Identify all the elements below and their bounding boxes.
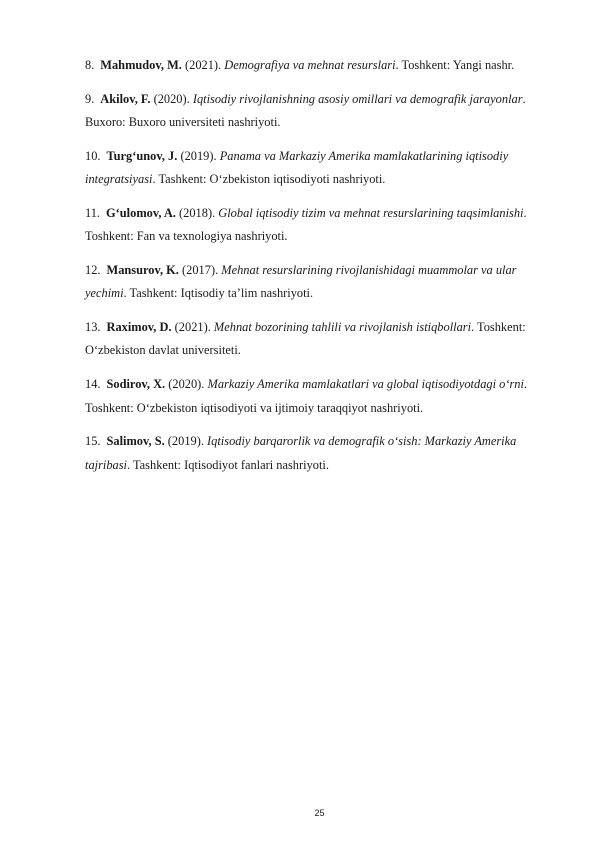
reference-item [85, 430, 555, 477]
reference-title: Markaziy Amerika mamlakatlari va global iqtisodiyotdagi o‘rni [207, 377, 524, 392]
reference-author: Mahmudov, M. [100, 58, 182, 72]
reference-number: 11. [85, 205, 101, 220]
reference-publisher: . Toshkent: O‘zbekiston davlat universiteti. [85, 320, 526, 358]
reference-year: (2020). [168, 377, 205, 392]
reference-title: Mehnat resurslarining rivojlanishidagi muammolar va ular yechimi [85, 263, 517, 301]
reference-number: 8. [85, 58, 95, 72]
reference-title: Iqtisodiy rivojlanishning asosiy omillari va demografik jarayonlar [192, 91, 523, 106]
reference-year: (2020). [153, 91, 190, 106]
reference-title: Demografiya va mehnat resurslari [224, 58, 396, 72]
reference-year: (2018). [179, 205, 216, 220]
reference-publisher: . Toshkent: Yangi nashr. [395, 58, 515, 72]
reference-title: Mehnat bozorining tahlili va rivojlanish istiqbollari [213, 320, 472, 335]
reference-item [85, 54, 555, 77]
reference-author: Turg‘unov, J. [106, 148, 178, 163]
reference-item [85, 202, 555, 249]
reference-item [85, 259, 555, 306]
reference-year: (2019). [167, 434, 204, 449]
reference-publisher: . Tashkent: O‘zbekiston iqtisodiyoti nashriyoti. [152, 172, 386, 187]
reference-year: (2021). [185, 58, 222, 72]
reference-year: (2017). [182, 263, 219, 278]
reference-item [85, 145, 555, 192]
reference-publisher: . Toshkent: O‘zbekiston iqtisodiyoti va ijtimoiy taraqqiyot nashriyoti. [85, 377, 528, 415]
reference-year: (2019). [180, 148, 217, 163]
reference-publisher: . Tashkent: Iqtisodiy ta’lim nashriyoti. [123, 286, 314, 301]
reference-item [85, 88, 555, 135]
reference-number: 10. [85, 148, 101, 163]
reference-title: Global iqtisodiy tizim va mehnat resurslarining taqsimlanishi [218, 205, 524, 220]
reference-list [85, 54, 555, 487]
page-number: 25 [314, 808, 325, 818]
reference-author: Raximov, D. [106, 320, 172, 335]
reference-title: Iqtisodiy barqarorlik va demografik o‘sish: Markaziy Amerika tajribasi [85, 434, 517, 472]
reference-author: G‘ulomov, A. [106, 205, 176, 220]
reference-author: Sodirov, X. [106, 377, 166, 392]
reference-number: 13. [85, 320, 101, 335]
reference-number: 15. [85, 434, 101, 449]
reference-number: 9. [85, 91, 95, 106]
reference-item [85, 316, 555, 363]
reference-year: (2021). [174, 320, 211, 335]
reference-publisher: . Toshkent: Fan va texnologiya nashriyoti. [85, 205, 527, 244]
reference-number: 14. [85, 377, 101, 392]
reference-author: Salimov, S. [106, 434, 165, 449]
reference-number: 12. [85, 263, 101, 278]
reference-item [85, 373, 555, 420]
reference-publisher: . Buxoro: Buxoro universiteti nashriyoti. [85, 91, 526, 130]
reference-author: Akilov, F. [100, 91, 151, 106]
reference-author: Mansurov, K. [106, 263, 179, 278]
reference-publisher: . Tashkent: Iqtisodiyot fanlari nashriyoti. [127, 457, 329, 472]
reference-title: Panama va Markaziy Amerika mamlakatlarining iqtisodiy integratsiyasi [85, 148, 509, 187]
